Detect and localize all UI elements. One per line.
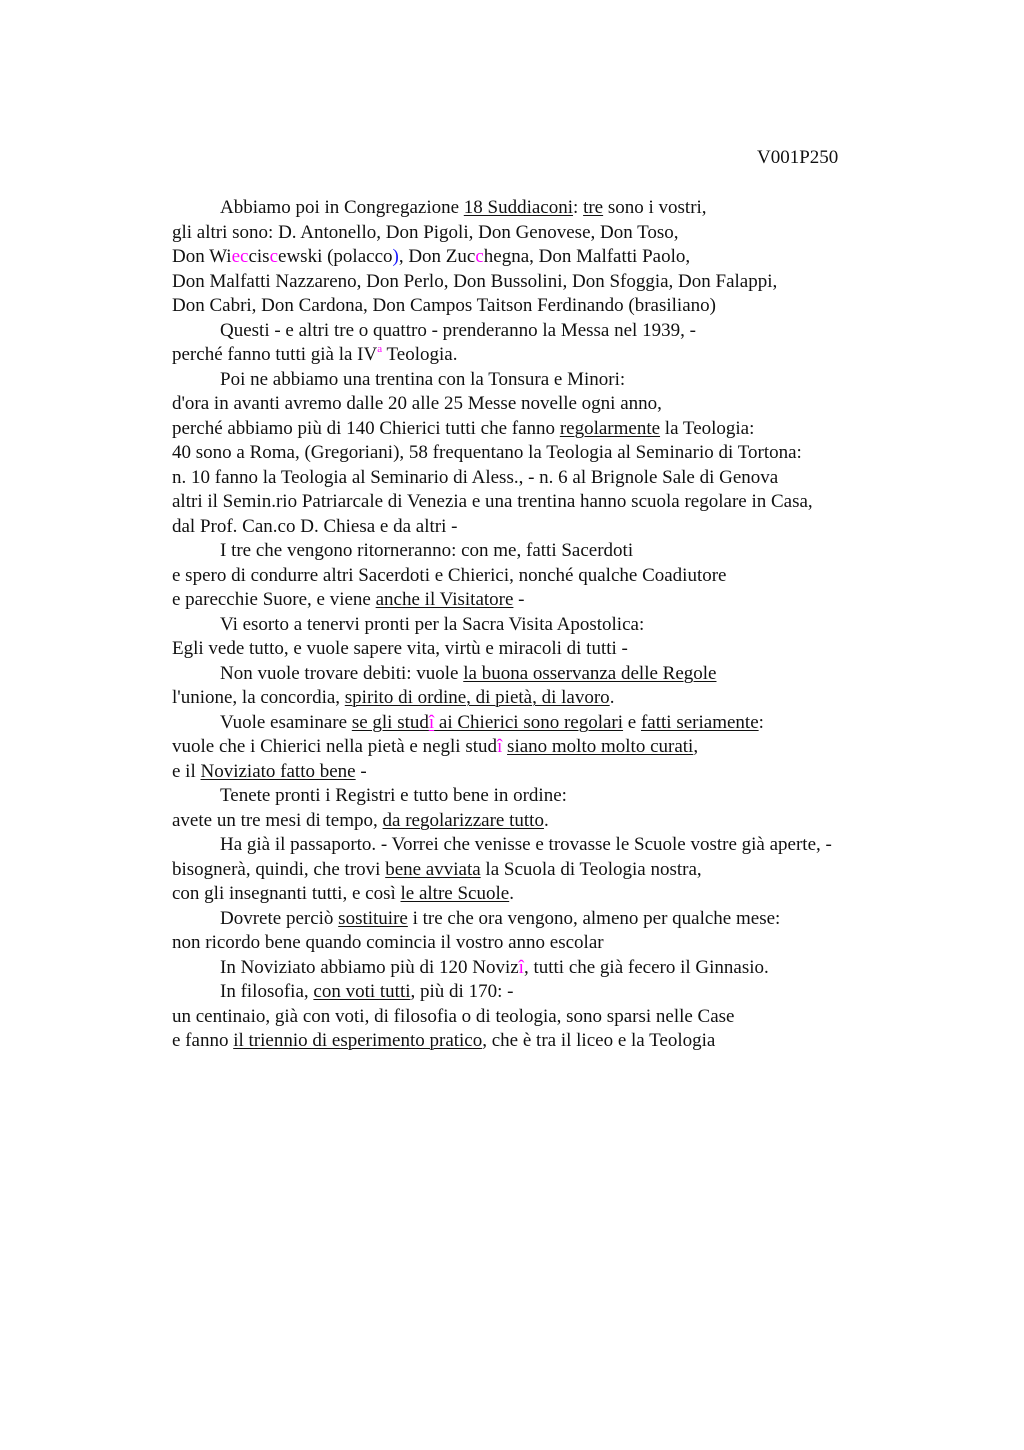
text-line [172,1005,932,1030]
underlined-text: bene avviata [385,858,481,880]
underlined-text: regolarmente [559,417,661,439]
text-segment: Questi - e altri tre o quattro - prenderanno la Messa nel 1939, - [220,319,696,341]
text-segment: Poi ne abbiamo una trentina con la Tonsura e Minori: [220,368,626,390]
text-line [172,539,932,564]
underlined-text: le altre Scuole [400,883,510,904]
text-segment: dal Prof. Can.co D. Chiesa e da altri - [172,515,458,537]
text-segment: . [543,809,549,831]
highlighted-text: î [518,956,524,978]
text-segment: Vi esorto a tenervi pronti per la Sacra Visita Apostolica: [220,613,645,635]
text-line [172,270,932,295]
text-line [172,686,932,711]
text-segment: avete un tre mesi di tempo, [172,809,383,831]
text-segment: i tre che ora vengono, almeno per qualche mese: [407,907,781,929]
underlined-text: ai Chierici sono regolari [434,711,624,733]
text-segment: , [693,736,699,757]
text-segment: Vuole esaminare [220,711,352,733]
text-segment: un centinaio, già con voti, di filosofia o di teologia, sono sparsi nelle Case [172,1005,735,1027]
highlighted-text: a [377,342,383,355]
text-segment: Non vuole trovare debiti: vuole [220,662,464,684]
text-segment: . [609,687,615,708]
text-line [172,490,932,515]
text-line [172,760,932,785]
underlined-text: la buona osservanza delle Regole [463,662,717,684]
underlined-text: anche il Visitatore [375,589,514,610]
text-segment: Egli vede tutto, e vuole sapere vita, virtù e miracoli di tutti - [172,638,628,659]
text-segment: bisognerà, quindi, che trovi [172,858,386,880]
text-line [172,907,932,932]
underlined-text: fatti seriamente [640,711,759,733]
underlined-text: spirito di ordine, di pietà, di lavoro [344,687,610,708]
text-line [172,735,932,760]
text-line [172,441,932,466]
text-segment: Don Wi [172,246,232,267]
text-line [172,294,932,319]
text-segment: hegna, Don Malfatti Paolo, [483,246,691,267]
text-segment: gli altri sono: D. Antonello, Don Pigoli, Don Genovese, Don Toso, [172,221,679,243]
highlighted-text: î [497,736,503,757]
text-segment: perché abbiamo più di 140 Chierici tutti che fanno [172,417,560,439]
text-line [172,613,932,638]
text-segment: cis [248,246,270,267]
text-line [172,662,932,687]
text-segment: In Noviziato abbiamo più di 120 Noviz [220,956,519,978]
underlined-text: tre [583,197,604,218]
text-segment: n. 10 fanno la Teologia al Seminario di Aless., - n. 6 al Brignole Sale di Genova [172,466,779,488]
text-line [172,221,932,246]
text-segment: vuole che i Chierici nella pietà e negli stud [172,736,498,757]
text-segment: , che è tra il liceo e la Teologia [482,1030,716,1051]
text-line [172,882,932,907]
text-line [172,931,932,956]
text-segment: : [573,197,584,218]
text-segment: e spero di condurre altri Sacerdoti e Chierici, nonché qualche Coadiutore [172,564,727,586]
text-segment: e il [172,760,201,782]
underlined-text: 18 Suddiaconi [463,197,574,218]
text-line [172,515,932,540]
text-line [172,588,932,613]
text-segment: Dovrete perciò [220,907,339,929]
text-segment: ewski (polacco [278,246,393,267]
text-line [172,564,932,589]
text-segment: e fanno [172,1030,234,1051]
text-line [172,833,932,858]
text-segment: I tre che vengono ritorneranno: con me, fatti Sacerdoti [220,540,634,561]
text-line [172,417,932,442]
text-line [172,980,932,1005]
text-line [172,1029,932,1054]
underlined-text: se gli stud [351,711,429,733]
underlined-text: sostituire [338,907,408,929]
text-segment: - [513,589,525,610]
text-line [172,711,932,736]
text-line [172,343,932,368]
highlighted-text: ec [231,246,249,267]
text-segment: 40 sono a Roma, (Gregoriani), 58 frequentano la Teologia al Seminario di Tortona: [172,442,802,463]
text-segment: , più di 170: - [410,981,514,1002]
text-segment: e parecchie Suore, e viene [172,589,376,610]
text-segment: la Scuola di Teologia nostra, [480,858,702,880]
text-segment: , tutti che già fecero il Ginnasio. [523,956,769,978]
text-line [172,858,932,883]
underlined-text: il triennio di esperimento pratico [233,1030,483,1051]
page-code: V001P250 [757,147,839,168]
text-line [172,368,932,393]
text-line [172,637,932,662]
text-segment: Ha già il passaporto. - Vorrei che venisse e trovasse le Scuole vostre già aperte, - [220,834,832,855]
text-line [172,809,932,834]
highlighted-text: ) [392,246,399,267]
text-segment: Tenete pronti i Registri e tutto bene in ordine: [220,785,567,806]
text-line [172,466,932,491]
text-segment: In filosofia, [220,981,314,1002]
text-line [172,956,932,981]
highlighted-text: c [269,246,279,267]
letter-body [172,196,932,1054]
text-segment: Don Cabri, Don Cardona, Don Campos Taitson Ferdinando (brasiliano) [172,295,716,316]
text-segment: la Teologia: [660,417,755,439]
text-segment: altri il Semin.rio Patriarcale di Venezia e una trentina hanno scuola regolare in Casa, [172,491,813,512]
text-line [172,196,932,221]
underlined-text: da regolarizzare tutto [382,809,544,831]
highlighted-text: c [475,246,484,267]
text-segment: perché fanno tutti già la IV [172,344,378,365]
text-segment: : [758,711,764,733]
text-line [172,784,932,809]
text-segment: Don Malfatti Nazzareno, Don Perlo, Don Bussolini, Don Sfoggia, Don Falappi, [172,270,778,292]
text-segment: . [509,883,514,904]
underlined-text: con voti tutti [313,981,411,1002]
text-segment: , Don Zuc [398,246,476,267]
text-segment: Abbiamo poi in Congregazione [220,197,464,218]
text-segment: - [355,760,367,782]
text-segment: l'unione, la concordia, [172,687,345,708]
text-segment: e [623,711,641,733]
text-segment: sono i vostri, [603,197,707,218]
text-line [172,392,932,417]
text-line [172,245,932,270]
text-line [172,319,932,344]
underlined-text: siano molto molto curati [507,736,694,757]
text-segment: non ricordo bene quando comincia il vostro anno escolar [172,932,604,953]
underlined-text: î [428,711,435,733]
text-segment: d'ora in avanti avremo dalle 20 alle 25 Messe novelle ogni anno, [172,393,662,414]
underlined-text: Noviziato fatto bene [200,760,356,782]
text-segment: Teologia. [382,344,458,365]
text-segment: con gli insegnanti tutti, e così [172,883,401,904]
